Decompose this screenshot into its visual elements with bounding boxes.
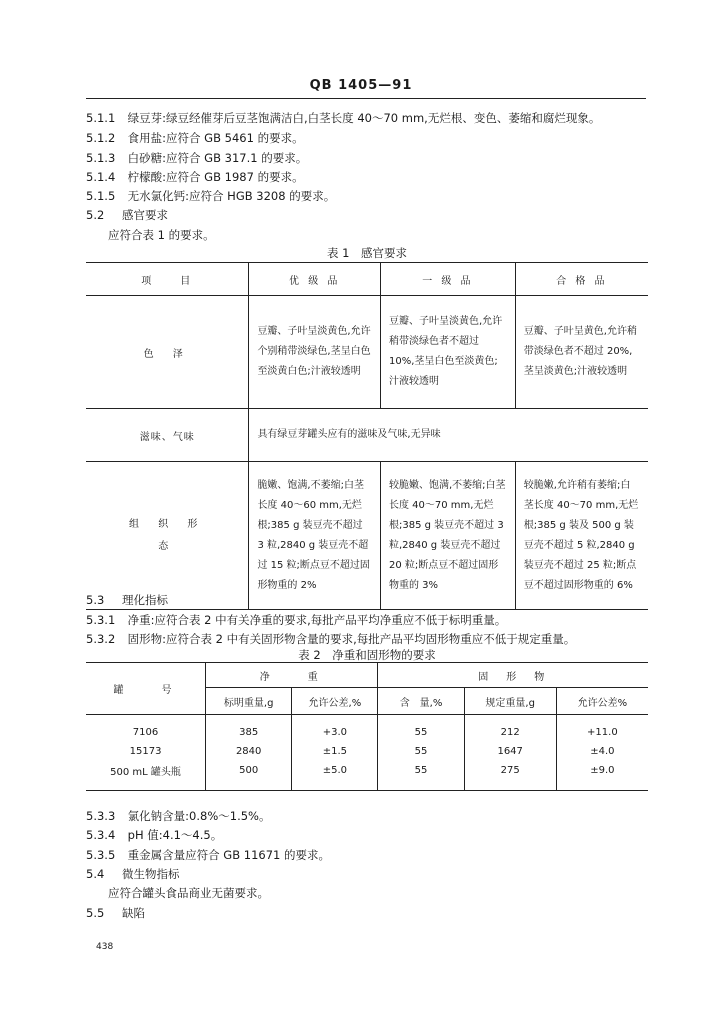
table-header-cell: 合 格 品: [515, 263, 648, 296]
clause-number: 5.5: [86, 906, 105, 920]
table-row-label: 色 泽: [86, 296, 249, 409]
table-row: [86, 742, 648, 761]
table-cell: +3.0: [292, 715, 378, 743]
clause-number: 5.1.4: [86, 170, 116, 184]
clause-5-1-1: [86, 110, 600, 126]
paragraph-5-2: 应符合表 1 的要求。: [108, 228, 215, 242]
table-cell: 55: [378, 742, 464, 761]
table-row: [86, 409, 648, 462]
table-cell: ±9.0: [556, 761, 648, 791]
table-row: [86, 296, 648, 409]
table-header-cell: 规定重量,g: [464, 688, 556, 715]
standard-header: QB 1405—91: [309, 78, 413, 93]
table-cell: 55: [378, 761, 464, 791]
clause-text: 无水氯化钙:应符合 HGB 3208 的要求。: [127, 189, 336, 203]
table-header-group: 净 重: [206, 663, 378, 688]
table-header-cell: 罐 号: [86, 663, 206, 715]
table-cell: 脆嫩、饱满,不萎缩;白茎长度 40～60 mm,无烂根;385 g 装豆壳不超过 3 粒,2840 g 装豆壳不超过 15 粒;断点豆不超过固形物重的 2%: [249, 462, 381, 610]
clause-5-2: [86, 207, 168, 223]
table-cell: 1647: [464, 742, 556, 761]
table-cell: 500: [206, 761, 292, 791]
clause-number: 5.1.5: [86, 189, 116, 203]
table1-caption: 表 1 感官要求: [327, 246, 407, 260]
clause-number: 5.3.2: [86, 632, 116, 646]
clause-text: 净重:应符合表 2 中有关净重的要求,每批产品平均净重应不低于标明重量。: [127, 613, 507, 627]
clause-text: 白砂糖:应符合 GB 317.1 的要求。: [127, 151, 308, 165]
table-cell: 2840: [206, 742, 292, 761]
clause-5-1-3: [86, 150, 307, 166]
clause-number: 5.3: [86, 593, 105, 607]
clause-text: pH 值:4.1～4.5。: [127, 828, 223, 842]
table-row: [86, 462, 648, 610]
table-cell: 275: [464, 761, 556, 791]
clause-text: 柠檬酸:应符合 GB 1987 的要求。: [127, 170, 304, 184]
table-row-label: 滋味、气味: [86, 409, 249, 462]
clause-5-3-1: [86, 612, 506, 628]
clause-text: 食用盐:应符合 GB 5461 的要求。: [127, 131, 304, 145]
clause-5-5: [86, 905, 145, 921]
clause-number: 5.3.4: [86, 828, 116, 842]
table-cell: ±4.0: [556, 742, 648, 761]
table-cell-merged: 具有绿豆芽罐头应有的滋味及气味,无异味: [249, 409, 648, 462]
table-cell: 豆瓣、子叶呈淡黄色,允许稍带淡绿色者不超过 10%,茎呈白色至淡黄色;汁液较透明: [380, 296, 515, 409]
clause-text: 重金属含量应符合 GB 11671 的要求。: [127, 848, 331, 862]
table-header-cell: 含 量,%: [378, 688, 464, 715]
table-header-row: [86, 663, 648, 688]
clause-number: 5.1.1: [86, 111, 116, 125]
clause-number: 5.2: [86, 208, 105, 222]
clause-5-1-4: [86, 169, 304, 185]
table2-caption: 表 2 净重和固形物的要求: [298, 648, 436, 662]
table-cell: 豆瓣、子叶呈黄色,允许稍带淡绿色者不超过 20%,茎呈淡黄色;汁液较透明: [515, 296, 648, 409]
table-cell: 豆瓣、子叶呈淡黄色,允许个别稍带淡绿色,茎呈白色至淡黄白色;汁液较透明: [249, 296, 381, 409]
clause-number: 5.4: [86, 867, 105, 881]
clause-5-1-2: [86, 130, 304, 146]
clause-5-3-4: [86, 827, 222, 843]
clause-number: 5.1.2: [86, 131, 116, 145]
clause-number: 5.3.1: [86, 613, 116, 627]
page-number: 438: [96, 942, 114, 952]
table-header-cell: 标明重量,g: [206, 688, 292, 715]
table-cell: 15173: [129, 746, 162, 757]
table-cell: 55: [378, 715, 464, 743]
table-cell: 较脆嫩,允许稍有萎缩;白茎长度 40～70 mm,无烂根;385 g 装及 500 g 装豆壳不超过 5 粒,2840 g 装豆壳不超过 25 粒;断点豆不超过固形物重的 6%: [515, 462, 648, 610]
clause-text: 感官要求: [121, 208, 168, 222]
clause-text: 微生物指标: [121, 867, 180, 881]
table-cell: +11.0: [556, 715, 648, 743]
table-header-cell: 优 级 品: [249, 263, 381, 296]
paragraph-5-4: 应符合罐头食品商业无菌要求。: [108, 886, 269, 900]
clause-5-3-5: [86, 847, 330, 863]
table-header-row: [86, 263, 648, 296]
table-row: [86, 761, 648, 791]
table-cell: 较脆嫩、饱满,不萎缩;白茎长度 40～70 mm,无烂根;385 g 装豆壳不超过 3 粒,2840 g 装豆壳不超过 20 粒;断点豆不超过固形物重的 3%: [380, 462, 515, 610]
clause-5-4: [86, 866, 179, 882]
clause-5-3-3: [86, 808, 270, 824]
table-cell: 500 mL 罐头瓶: [86, 761, 206, 791]
table-row: [86, 715, 648, 743]
table-header-cell: 项 目: [86, 263, 249, 296]
table-header-cell: 一 级 品: [380, 263, 515, 296]
table-cell: 7106: [132, 727, 159, 738]
table-header-group: 固 形 物: [378, 663, 648, 688]
table2-weight: [86, 662, 648, 791]
table-header-cell: 允许公差%: [556, 688, 648, 715]
header-rule: [86, 98, 646, 99]
clause-text: 氯化钠含量:0.8%～1.5%。: [127, 809, 271, 823]
clause-number: 5.3.5: [86, 848, 116, 862]
table-header-cell: 允许公差,%: [292, 688, 378, 715]
clause-number: 5.3.3: [86, 809, 116, 823]
clause-5-3-2: [86, 631, 575, 647]
clause-text: 缺陷: [121, 906, 145, 920]
clause-number: 5.1.3: [86, 151, 116, 165]
clause-text: 固形物:应符合表 2 中有关固形物含量的要求,每批产品平均固形物重应不低于规定重量。: [127, 632, 576, 646]
table-cell: ±1.5: [292, 742, 378, 761]
table-cell: ±5.0: [292, 761, 378, 791]
table-row-label: 组 织 形 态: [86, 462, 249, 610]
table1-sensory: [86, 262, 648, 610]
clause-text: 绿豆芽:绿豆经催芽后豆茎饱满洁白,白茎长度 40～70 mm,无烂根、变色、萎缩和腐烂现象。: [127, 111, 601, 125]
clause-text: 理化指标: [121, 593, 168, 607]
clause-5-3: [86, 592, 168, 608]
table-cell: 212: [464, 715, 556, 743]
clause-5-1-5: [86, 188, 335, 204]
table-cell: 385: [206, 715, 292, 743]
